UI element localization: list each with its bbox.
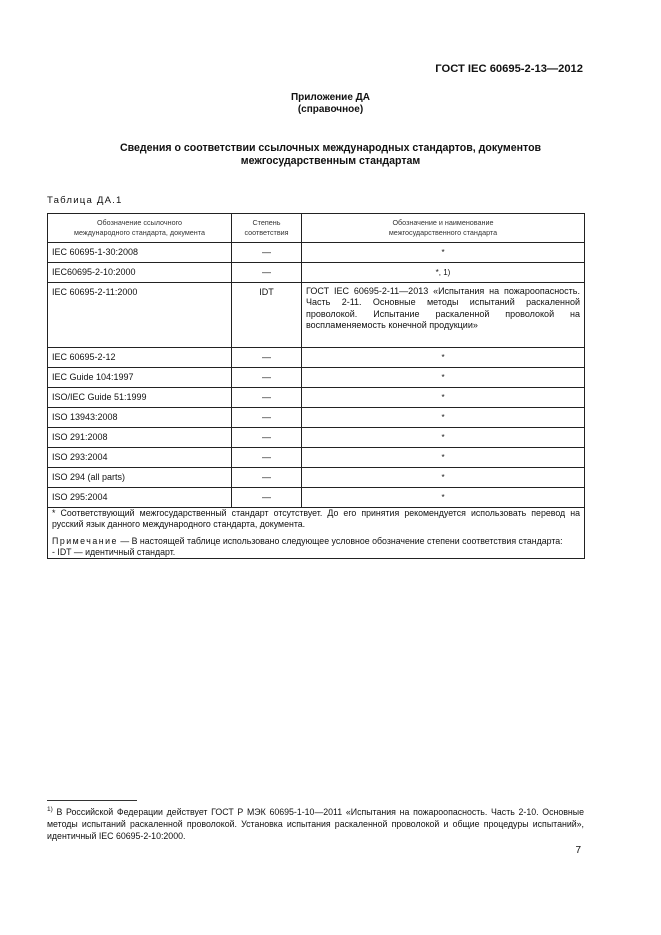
row-ref: * <box>302 448 585 468</box>
row-code: ISO 294 (all parts) <box>48 468 232 488</box>
row-ref: ГОСТ IEC 60695-2-11—2013 «Испытания на пожароопасность. Часть 2-11. Основные методы испытаний раскаленной проволокой. Испытание раскаленной проволокой на воспламеняемость конечной продукции» <box>302 283 585 348</box>
footnote-marker: 1) <box>47 806 53 813</box>
note-text: — В настоящей таблице использовано следующее условное обозначение степени соответствия стандарта: <box>117 536 563 546</box>
table-row <box>48 243 585 263</box>
row-code: IEC 60695-1-30:2008 <box>48 243 232 263</box>
table-row <box>48 368 585 388</box>
table-footer-row <box>48 508 585 559</box>
row-ref: * <box>302 348 585 368</box>
row-degree: — <box>232 428 302 448</box>
row-degree: — <box>232 488 302 508</box>
row-degree: — <box>232 243 302 263</box>
header-col2-line2: соответствия <box>244 228 289 237</box>
table-row <box>48 448 585 468</box>
appendix-title: Приложение ДА <box>290 92 371 103</box>
row-ref: * <box>302 428 585 448</box>
table-row <box>48 348 585 368</box>
table-row <box>48 488 585 508</box>
row-ref: * <box>302 408 585 428</box>
appendix-subtitle: (справочное) <box>297 104 364 115</box>
row-ref: * <box>302 488 585 508</box>
row-ref: * <box>302 388 585 408</box>
header-col3-line2: межгосударственного стандарта <box>388 228 498 237</box>
row-degree: — <box>232 368 302 388</box>
table-row <box>48 408 585 428</box>
footnote <box>47 804 584 842</box>
row-code: ISO 13943:2008 <box>48 408 232 428</box>
row-degree: — <box>232 388 302 408</box>
row-ref: *, 1) <box>302 263 585 283</box>
header-col3-line1: Обозначение и наименование <box>392 218 494 227</box>
section-title-line2: межгосударственным стандартам <box>240 155 421 167</box>
header-col2-line1: Степень <box>252 218 281 227</box>
header-col1-line1: Обозначение ссылочного <box>96 218 183 227</box>
row-ref: * <box>302 468 585 488</box>
header-degree <box>232 214 302 243</box>
row-code: IEC 60695-2-11:2000 <box>48 283 232 348</box>
table-row <box>48 468 585 488</box>
header-reference-standard <box>48 214 232 243</box>
table-caption: Таблица ДА.1 <box>47 195 123 206</box>
row-ref: * <box>302 243 585 263</box>
table-row <box>48 388 585 408</box>
table-header-row <box>48 214 585 243</box>
page-number: 7 <box>575 845 581 856</box>
row-code: ISO 291:2008 <box>48 428 232 448</box>
section-title <box>60 142 601 168</box>
row-degree: — <box>232 408 302 428</box>
row-code: IEC Guide 104:1997 <box>48 368 232 388</box>
row-ref: * <box>302 368 585 388</box>
correspondence-table <box>47 213 585 559</box>
row-degree: — <box>232 263 302 283</box>
row-code: ISO 295:2004 <box>48 488 232 508</box>
row-degree: — <box>232 468 302 488</box>
asterisk-note: * Соответствующий межгосударственный стандарт отсутствует. До его принятия рекомендуется использовать перевод на русский язык данного международного стандарта, документа. <box>52 508 580 529</box>
footnote-separator <box>47 800 137 801</box>
row-code: ISO 293:2004 <box>48 448 232 468</box>
row-degree: — <box>232 448 302 468</box>
row-code: ISO/IEC Guide 51:1999 <box>48 388 232 408</box>
footnote-text: В Российской Федерации действует ГОСТ Р МЭК 60695-1-10—2011 «Испытания на пожароопасность. Часть 2-10. Основные методы испытаний раскаленной проволокой. Установка испытания раскаленной проволокой и общие процедуры испытаний», идентичный IEC 60695-2-10:2000. <box>47 806 584 841</box>
row-degree: — <box>232 348 302 368</box>
appendix-heading <box>0 92 661 116</box>
section-title-line1: Сведения о соответствии ссылочных международных стандартов, документов <box>119 142 542 154</box>
standard-header: ГОСТ IEC 60695-2-13—2012 <box>435 63 583 75</box>
header-interstate-standard <box>302 214 585 243</box>
row-code: IEC 60695-2-12 <box>48 348 232 368</box>
table-row <box>48 263 585 283</box>
row-degree: IDT <box>232 283 302 348</box>
idt-line: - IDT — идентичный стандарт. <box>52 547 176 557</box>
note-label: Примечание <box>52 536 118 546</box>
row-code: IEC60695-2-10:2000 <box>48 263 232 283</box>
table-row <box>48 283 585 348</box>
table-row <box>48 428 585 448</box>
note-paragraph <box>52 536 580 547</box>
header-col1-line2: международного стандарта, документа <box>74 228 205 237</box>
table-footer <box>48 508 585 559</box>
